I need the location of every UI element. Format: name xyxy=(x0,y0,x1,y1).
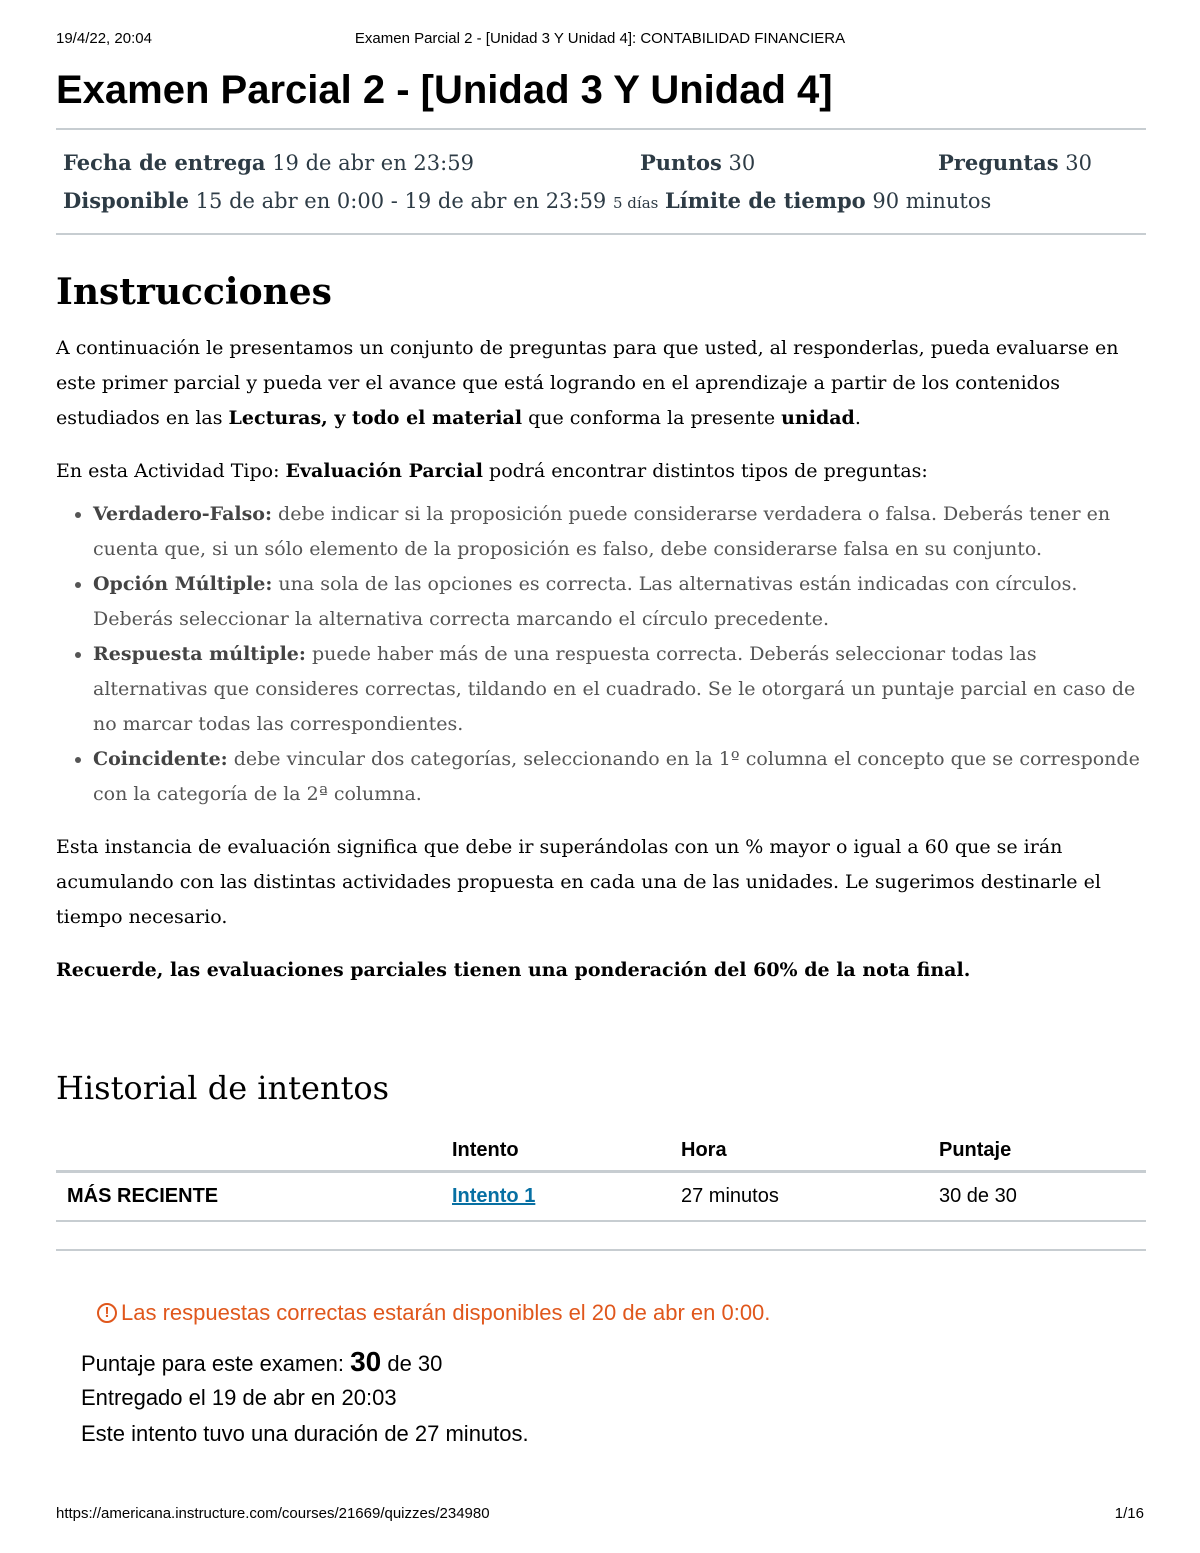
duration-line: Este intento tuvo una duración de 27 minutos. xyxy=(81,1421,529,1446)
due-date xyxy=(63,150,474,175)
p1-text-c: que conforma la presente xyxy=(522,407,782,429)
list-item xyxy=(93,742,1146,812)
type-desc: debe indicar si la proposición puede considerarse verdadera o falsa. Deberás tener en cuenta que, si un sólo elemento de la proposición es falso, debe considerarse falsa en su conjunto. xyxy=(93,503,1111,560)
type-term: Coincidente: xyxy=(93,748,228,770)
questions xyxy=(938,150,1092,175)
instructions-paragraph-1 xyxy=(56,331,1146,436)
type-term: Opción Múltiple: xyxy=(93,573,273,595)
questions-value: 30 xyxy=(1065,151,1092,175)
column-header-time: Hora xyxy=(681,1130,939,1172)
row-score: 30 de 30 xyxy=(939,1172,1146,1222)
print-date: 19/4/22, 20:04 xyxy=(56,30,152,47)
print-footer xyxy=(0,1505,1200,1525)
available-label: Disponible xyxy=(63,188,189,213)
answers-availability-notice xyxy=(97,1298,1146,1328)
due-value: 19 de abr en 23:59 xyxy=(272,151,474,175)
time-limit-value: 90 minutos xyxy=(872,189,992,213)
question-types-list xyxy=(56,497,1146,812)
type-desc: puede haber más de una respuesta correcta. Deberás seleccionar todas las alternativas que consideres correctas, tildando en el cuadrado. Se le otorgará un puntaje parcial en caso de no marcar todas las correspondientes. xyxy=(93,643,1136,735)
p2-text-a: En esta Actividad Tipo: xyxy=(56,460,286,482)
row-attempt-cell xyxy=(452,1172,681,1222)
history-divider xyxy=(56,1249,1146,1251)
attempts-table xyxy=(56,1130,1146,1222)
score-suffix: de 30 xyxy=(381,1351,443,1376)
score-value: 30 xyxy=(350,1346,382,1377)
list-item xyxy=(93,637,1146,742)
print-document-title: Examen Parcial 2 - [Unidad 3 Y Unidad 4]: CONTABILIDAD FINANCIERA xyxy=(354,30,846,47)
instructions-paragraph-2 xyxy=(56,454,1146,489)
table-row xyxy=(56,1172,1146,1222)
list-item xyxy=(93,497,1146,567)
points-label: Puntos xyxy=(640,150,722,175)
score-prefix: Puntaje para este examen: xyxy=(81,1351,351,1376)
table-header-row xyxy=(56,1130,1146,1172)
p1-text-a: A continuación le presentamos un conjunto de preguntas para que usted, al responderlas, pueda evaluarse en este primer parcial y pueda ver el avance que está logrando en el aprendizaje a partir de los contenidos estudiados en las xyxy=(56,337,1119,429)
time-limit-label: Límite de tiempo xyxy=(665,188,866,213)
print-header xyxy=(0,30,1200,50)
available-value: 15 de abr en 0:00 - 19 de abr en 23:59 xyxy=(195,189,607,213)
list-item xyxy=(93,567,1146,637)
row-time: 27 minutos xyxy=(681,1172,939,1222)
submitted-line: Entregado el 19 de abr en 20:03 xyxy=(81,1385,397,1410)
spacer xyxy=(56,988,1146,1068)
column-header-label xyxy=(56,1130,452,1172)
available-days: 5 días xyxy=(612,194,659,212)
score-line xyxy=(81,1344,1146,1380)
row-label: MÁS RECIENTE xyxy=(56,1172,452,1222)
quiz-content xyxy=(56,66,1146,1452)
points-value: 30 xyxy=(728,151,756,175)
p1-text-e: . xyxy=(854,407,861,429)
type-term: Respuesta múltiple: xyxy=(93,643,306,665)
instructions-heading: Instrucciones xyxy=(56,271,332,313)
column-header-attempt: Intento xyxy=(452,1130,681,1172)
instructions-paragraph-4: Recuerde, las evaluaciones parciales tienen una ponderación del 60% de la nota final. xyxy=(56,959,971,981)
attempt-link[interactable]: Intento 1 xyxy=(452,1185,536,1207)
quiz-details-row-2 xyxy=(63,188,991,213)
print-page-number: 1/16 xyxy=(1114,1505,1144,1522)
print-url: https://americana.instructure.com/courses/21669/quizzes/234980 xyxy=(56,1505,490,1522)
p1-bold-d: unidad xyxy=(781,407,855,429)
warning-text: Las respuestas correctas estarán disponibles el 20 de abr en 0:00. xyxy=(121,1300,771,1325)
details-divider xyxy=(56,233,1146,235)
page-title: Examen Parcial 2 - [Unidad 3 Y Unidad 4] xyxy=(56,68,833,112)
history-heading: Historial de intentos xyxy=(56,1069,390,1107)
column-header-score: Puntaje xyxy=(939,1130,1146,1172)
results-summary xyxy=(81,1344,1146,1452)
quiz-details xyxy=(56,130,1146,233)
p2-bold-b: Evaluación Parcial xyxy=(285,460,483,482)
type-desc: una sola de las opciones es correcta. Las alternativas están indicadas con círculos. Deberás seleccionar la alternativa correcta marcando el círculo precedente. xyxy=(93,573,1078,630)
type-term: Verdadero-Falso: xyxy=(93,503,272,525)
p1-bold-b: Lecturas, y todo el material xyxy=(228,407,523,429)
warning-icon: ! xyxy=(97,1303,117,1323)
due-label: Fecha de entrega xyxy=(63,150,266,175)
questions-label: Preguntas xyxy=(938,150,1059,175)
type-desc: debe vincular dos categorías, seleccionando en la 1º columna el concepto que se corresponde con la categoría de la 2ª columna. xyxy=(93,748,1140,805)
p2-text-c: podrá encontrar distintos tipos de preguntas: xyxy=(483,460,928,482)
points xyxy=(640,150,755,175)
instructions-paragraph-3: Esta instancia de evaluación significa que debe ir superándolas con un % mayor o igual a 60 que se irán acumulando con las distintas actividades propuesta en cada una de las unidades. Le sugerimos destinarle el tiempo necesario. xyxy=(56,836,1101,928)
